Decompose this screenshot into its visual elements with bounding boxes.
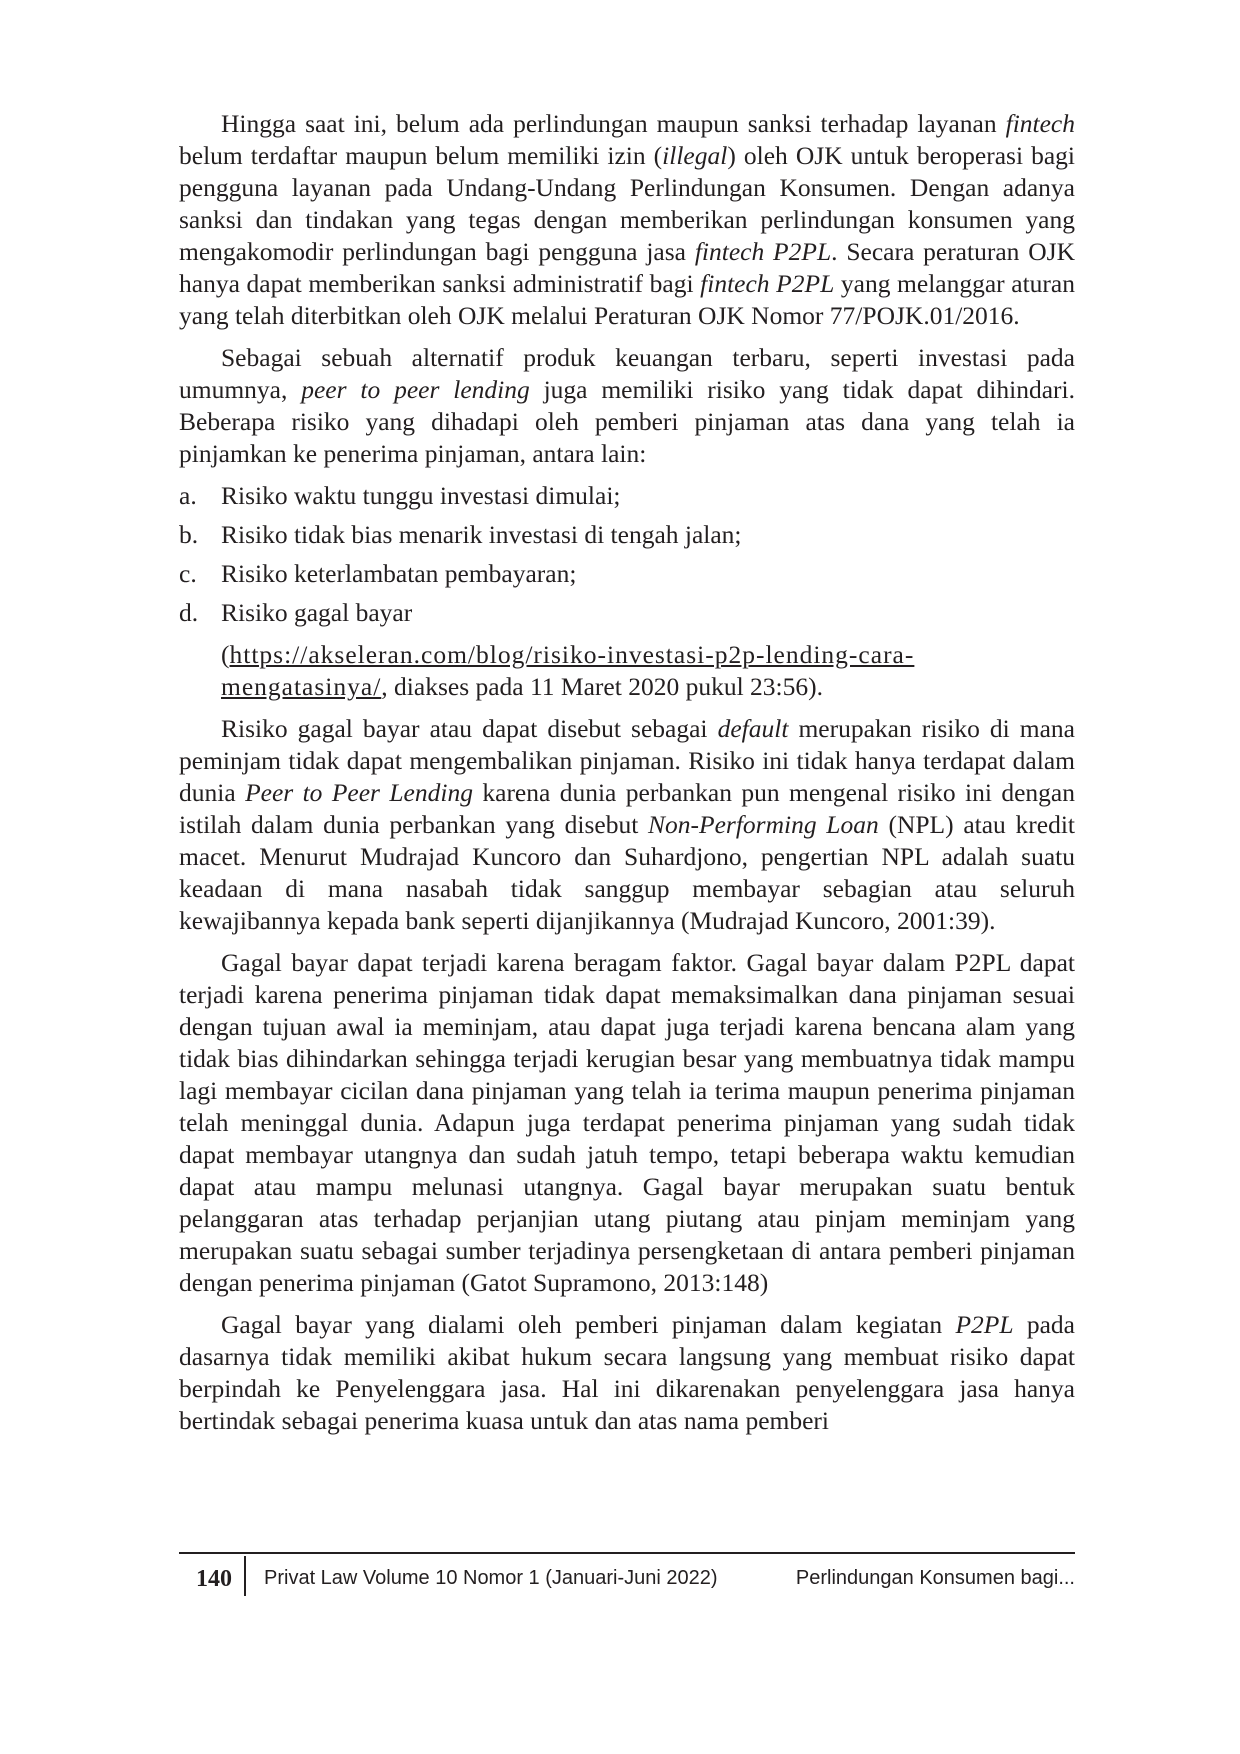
list-marker: a.	[179, 481, 197, 510]
italic-term: Non-Performing Loan	[648, 810, 879, 839]
text-run: yang melanggar aturan yang telah diterbitkan oleh OJK melalui Peraturan OJK Nomor 77/POJK.01/2016.	[179, 269, 1075, 330]
text-run: juga memiliki risiko yang tidak dapat dihindari. Beberapa risiko yang dihadapi oleh pemberi pinjaman atas dana yang telah ia pinjamkan ke penerima pinjaman, antara lain:	[179, 375, 1075, 468]
text-run: Gagal bayar yang dialami oleh pemberi pinjaman dalam kegiatan	[221, 1310, 956, 1339]
italic-term: Peer to Peer Lending	[245, 778, 473, 807]
italic-term: default	[717, 714, 789, 743]
list-item	[179, 480, 1075, 512]
italic-term: illegal	[662, 141, 728, 170]
list-item-text: Risiko keterlambatan pembayaran;	[221, 559, 577, 588]
list-marker: d.	[179, 598, 199, 627]
text-run: belum terdaftar maupun belum memiliki izin (	[179, 141, 663, 170]
italic-term: fintech P2PL	[700, 269, 835, 298]
list-item-text: Risiko gagal bayar	[221, 598, 413, 627]
risk-list	[179, 480, 1075, 629]
list-marker: c.	[179, 559, 197, 588]
italic-term: fintech P2PL	[694, 237, 832, 266]
list-item-text: Risiko tidak bias menarik investasi di tengah jalan;	[221, 520, 742, 549]
page-footer	[179, 1552, 1075, 1600]
paragraph-5	[179, 1309, 1075, 1437]
text-run: (NPL) atau kredit macet. Menurut Mudrajad Kuncoro dan Suhardjono, pengertian NPL adalah suatu keadaan di mana nasabah tidak sanggup membayar sebagian atau seluruh kewajibannya kepada bank seperti dijanjikannya (Mudrajad Kuncoro, 2001:39).	[179, 810, 1076, 935]
italic-term: P2PL	[955, 1310, 1014, 1339]
main-text	[179, 108, 1075, 1447]
journal-name: Privat Law Volume 10 Nomor 1 (Januari-Juni 2022)	[264, 1567, 718, 1589]
citation-open-paren: (	[221, 640, 230, 669]
list-marker: b.	[179, 520, 199, 549]
running-title: Perlindungan Konsumen bagi...	[795, 1567, 1075, 1589]
text-run: karena dunia perbankan pun mengenal risiko ini dengan istilah dalam dunia perbankan yang disebut	[179, 778, 1075, 839]
text-run: Gagal bayar dapat terjadi karena beragam faktor. Gagal bayar dalam P2PL dapat terjadi karena penerima pinjaman tidak dapat memaksimalkan dana pinjaman sesuai dengan tujuan awal ia meminjam, atau dapat juga terjadi karena bencana alam yang tidak bias dihindarkan sehingga terjadi kerugian besar yang membuatnya tidak mampu lagi membayar cicilan dana pinjaman yang telah ia terima maupun penerima pinjaman telah meninggal dunia. Adapun juga terdapat penerima pinjaman yang sudah tidak dapat membayar utangnya dan sudah jatuh tempo, tetapi beberapa waktu kemudian dapat atau mampu melunasi utangnya. Gagal bayar merupakan suatu bentuk pelanggaran atas terhadap perjanjian utang piutang atau pinjam meminjam yang merupakan suatu sebagai sumber terjadinya persengketaan di antara pemberi pinjaman dengan penerima pinjaman (Gatot Supramono, 2013:148)	[179, 948, 1075, 1297]
page-number: 140	[196, 1566, 232, 1592]
text-run: Risiko gagal bayar atau dapat disebut sebagai	[221, 714, 718, 743]
citation-access-date: , diakses pada 11 Maret 2020 pukul 23:56).	[381, 672, 823, 701]
list-item	[179, 558, 1075, 590]
list-item	[179, 519, 1075, 551]
paragraph-2	[179, 342, 1075, 470]
text-run: Sebagai sebuah alternatif produk keuangan terbaru, seperti investasi pada umumnya,	[179, 343, 1075, 404]
citation-link[interactable]: https://akseleran.com/blog/risiko-investasi-p2p-lending-cara-mengatasinya/	[221, 640, 915, 701]
citation	[179, 639, 1075, 703]
text-run: . Secara peraturan OJK hanya dapat memberikan sanksi administratif bagi	[179, 237, 1075, 298]
text-run: ) oleh OJK untuk beroperasi bagi pengguna layanan pada Undang-Undang Perlindungan Konsumen. Dengan adanya sanksi dan tindakan yang tegas dengan memberikan perlindungan konsumen yang mengakomodir perlindungan bagi pengguna jasa	[179, 141, 1075, 266]
footer-divider	[244, 1556, 246, 1596]
text-run: Hingga saat ini, belum ada perlindungan maupun sanksi terhadap layanan	[221, 109, 1006, 138]
italic-term: peer to peer lending	[301, 375, 530, 404]
text-run: pada dasarnya tidak memiliki akibat hukum secara langsung yang membuat risiko dapat berpindah ke Penyelenggara jasa. Hal ini dikarenakan penyelenggara jasa hanya bertindak sebagai penerima kuasa untuk dan atas nama pemberi	[179, 1310, 1076, 1435]
paragraph-1	[179, 108, 1075, 332]
italic-term: fintech	[1005, 109, 1075, 138]
paragraph-4	[179, 947, 1075, 1299]
list-item	[179, 597, 1075, 629]
list-item-text: Risiko waktu tunggu investasi dimulai;	[221, 481, 621, 510]
paragraph-3	[179, 713, 1075, 937]
text-run: merupakan risiko di mana peminjam tidak dapat mengembalikan pinjaman. Risiko ini tidak hanya terdapat dalam dunia	[179, 714, 1075, 807]
